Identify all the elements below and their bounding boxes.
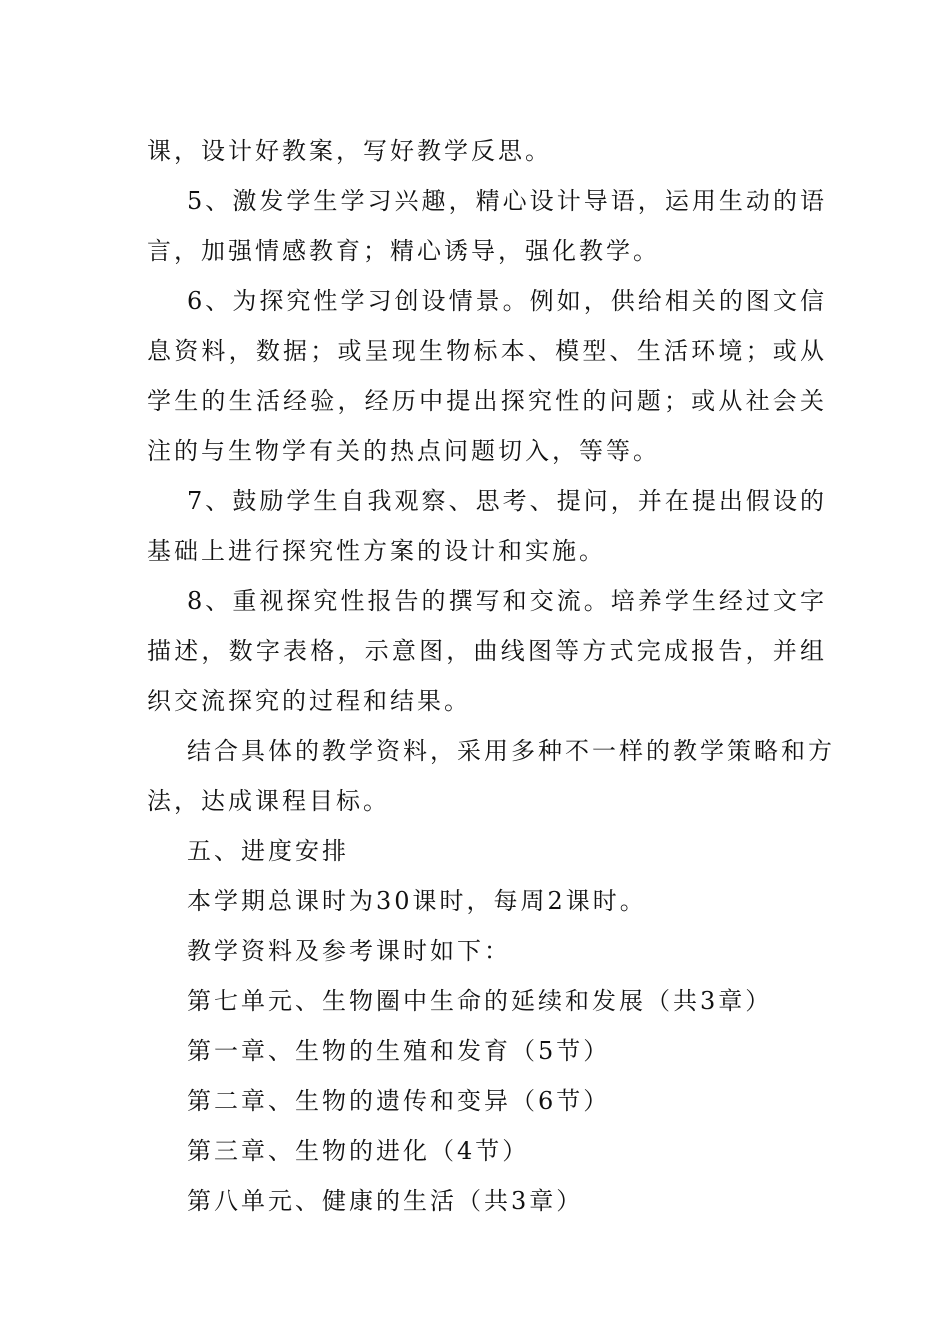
paragraph-line: 教学资料及参考课时如下：: [187, 937, 511, 965]
paragraph-line: 法，达成课程目标。: [147, 787, 390, 815]
paragraph-line: 注的与生物学有关的热点问题切入，等等。: [147, 437, 660, 465]
paragraph-line: 学生的生活经验，经历中提出探究性的问题；或从社会关: [147, 387, 827, 415]
paragraph-line: 课，设计好教案，写好教学反思。: [147, 137, 552, 165]
chapter-line: 第二章、生物的遗传和变异（6节）: [187, 1087, 611, 1115]
chapter-line: 第三章、生物的进化（4节）: [187, 1137, 530, 1165]
paragraph-line: 5、激发学生学习兴趣，精心设计导语，运用生动的语: [187, 187, 827, 215]
unit-heading: 第七单元、生物圈中生命的延续和发展（共3章）: [187, 987, 773, 1015]
chapter-line: 第一章、生物的生殖和发育（5节）: [187, 1037, 611, 1065]
paragraph-line: 基础上进行探究性方案的设计和实施。: [147, 537, 606, 565]
paragraph-line: 6、为探究性学习创设情景。例如，供给相关的图文信: [187, 287, 827, 315]
paragraph-line: 言，加强情感教育；精心诱导，强化教学。: [147, 237, 660, 265]
paragraph-line: 7、鼓励学生自我观察、思考、提问，并在提出假设的: [187, 487, 827, 515]
paragraph-line: 8、重视探究性报告的撰写和交流。培养学生经过文字: [187, 587, 827, 615]
section-heading: 五、进度安排: [187, 837, 349, 865]
unit-heading: 第八单元、健康的生活（共3章）: [187, 1187, 584, 1215]
paragraph-line: 息资料，数据；或呈现生物标本、模型、生活环境；或从: [147, 337, 827, 365]
paragraph-line: 结合具体的教学资料，采用多种不一样的教学策略和方: [187, 737, 835, 765]
paragraph-line: 本学期总课时为30课时，每周2课时。: [187, 887, 647, 915]
paragraph-line: 描述，数字表格，示意图，曲线图等方式完成报告，并组: [147, 637, 827, 665]
paragraph-line: 织交流探究的过程和结果。: [147, 687, 471, 715]
